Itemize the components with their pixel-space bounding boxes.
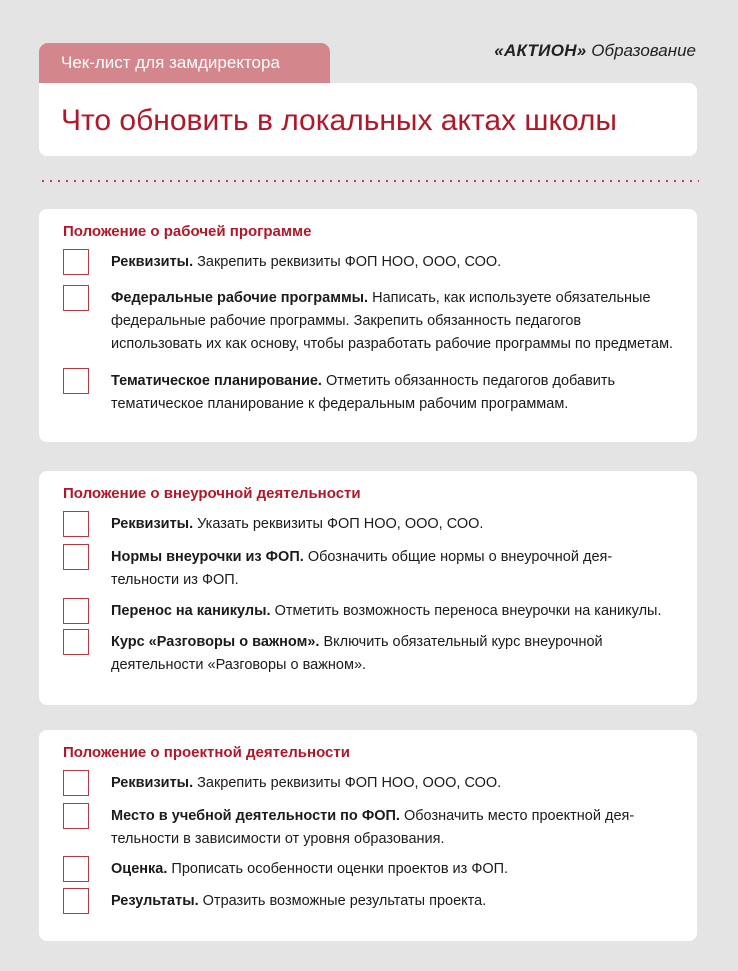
section-card-extracurricular	[39, 471, 697, 705]
checklist-item	[63, 600, 675, 623]
checklist-item	[63, 513, 675, 536]
checklist-tab	[39, 43, 330, 83]
item-text: Федеральные рабочие программы. Написать, как используете обязательные федеральные рабочие программы. Закрепить обязанность педагогов использовать их как основу, чтобы разработать рабочие программы по предметам.	[111, 290, 674, 352]
checklist-item	[63, 631, 675, 677]
section-card-work-program	[39, 209, 697, 442]
brand-logo	[494, 40, 696, 62]
checklist-item	[63, 251, 675, 274]
tab-label: Чек-лист для замдиректора	[61, 53, 280, 72]
item-text: Тематическое планирование. Отметить обязанность педагогов добавить тематическое планирование к федеральным рабочим программам.	[111, 373, 616, 412]
checklist-item	[63, 890, 675, 913]
checkbox[interactable]	[63, 598, 89, 624]
checklist-item	[63, 805, 675, 851]
item-text: Курс «Разговоры о важном». Включить обязательный курс внеурочной деятельности «Разговоры о важном».	[111, 634, 603, 673]
checklist-item	[63, 287, 675, 356]
page-title: Что обновить в локальных актах школы	[61, 104, 617, 137]
checkbox[interactable]	[63, 368, 89, 394]
item-text: Результаты. Отразить возможные результаты проекта.	[111, 893, 487, 909]
section-heading: Положение о внеурочной деятельности	[63, 485, 361, 502]
section-heading: Положение о проектной деятельности	[63, 744, 350, 761]
checkbox[interactable]	[63, 544, 89, 570]
item-text: Перенос на каникулы. Отметить возможность переноса внеурочки на каникулы.	[111, 603, 662, 619]
checkbox[interactable]	[63, 285, 89, 311]
item-text: Реквизиты. Закрепить реквизиты ФОП НОО, ООО, СОО.	[111, 254, 502, 270]
item-text: Реквизиты. Указать реквизиты ФОП НОО, ООО, СОО.	[111, 516, 484, 532]
checkbox[interactable]	[63, 803, 89, 829]
checkbox[interactable]	[63, 888, 89, 914]
checkbox[interactable]	[63, 770, 89, 796]
checkbox[interactable]	[63, 856, 89, 882]
checklist-item	[63, 858, 675, 881]
item-text: Место в учебной деятельности по ФОП. Обозначить место проектной деятельности в зависимости от уровня образования.	[111, 808, 635, 847]
checklist-item	[63, 772, 675, 795]
checkbox[interactable]	[63, 629, 89, 655]
checkbox[interactable]	[63, 249, 89, 275]
checklist-item	[63, 546, 675, 592]
item-text: Нормы внеурочки из ФОП. Обозначить общие нормы о внеурочной деятельности из ФОП.	[111, 549, 613, 588]
checklist-item	[63, 370, 675, 416]
item-text: Реквизиты. Закрепить реквизиты ФОП НОО, ООО, СОО.	[111, 775, 502, 791]
section-heading: Положение о рабочей программе	[63, 223, 312, 240]
dotted-divider	[39, 180, 699, 182]
brand-suffix: Образование	[591, 41, 696, 60]
checkbox[interactable]	[63, 511, 89, 537]
section-card-project	[39, 730, 697, 941]
brand-name: «АКТИОН»	[494, 41, 587, 60]
item-text: Оценка. Прописать особенности оценки проектов из ФОП.	[111, 861, 509, 877]
title-card	[39, 83, 697, 156]
